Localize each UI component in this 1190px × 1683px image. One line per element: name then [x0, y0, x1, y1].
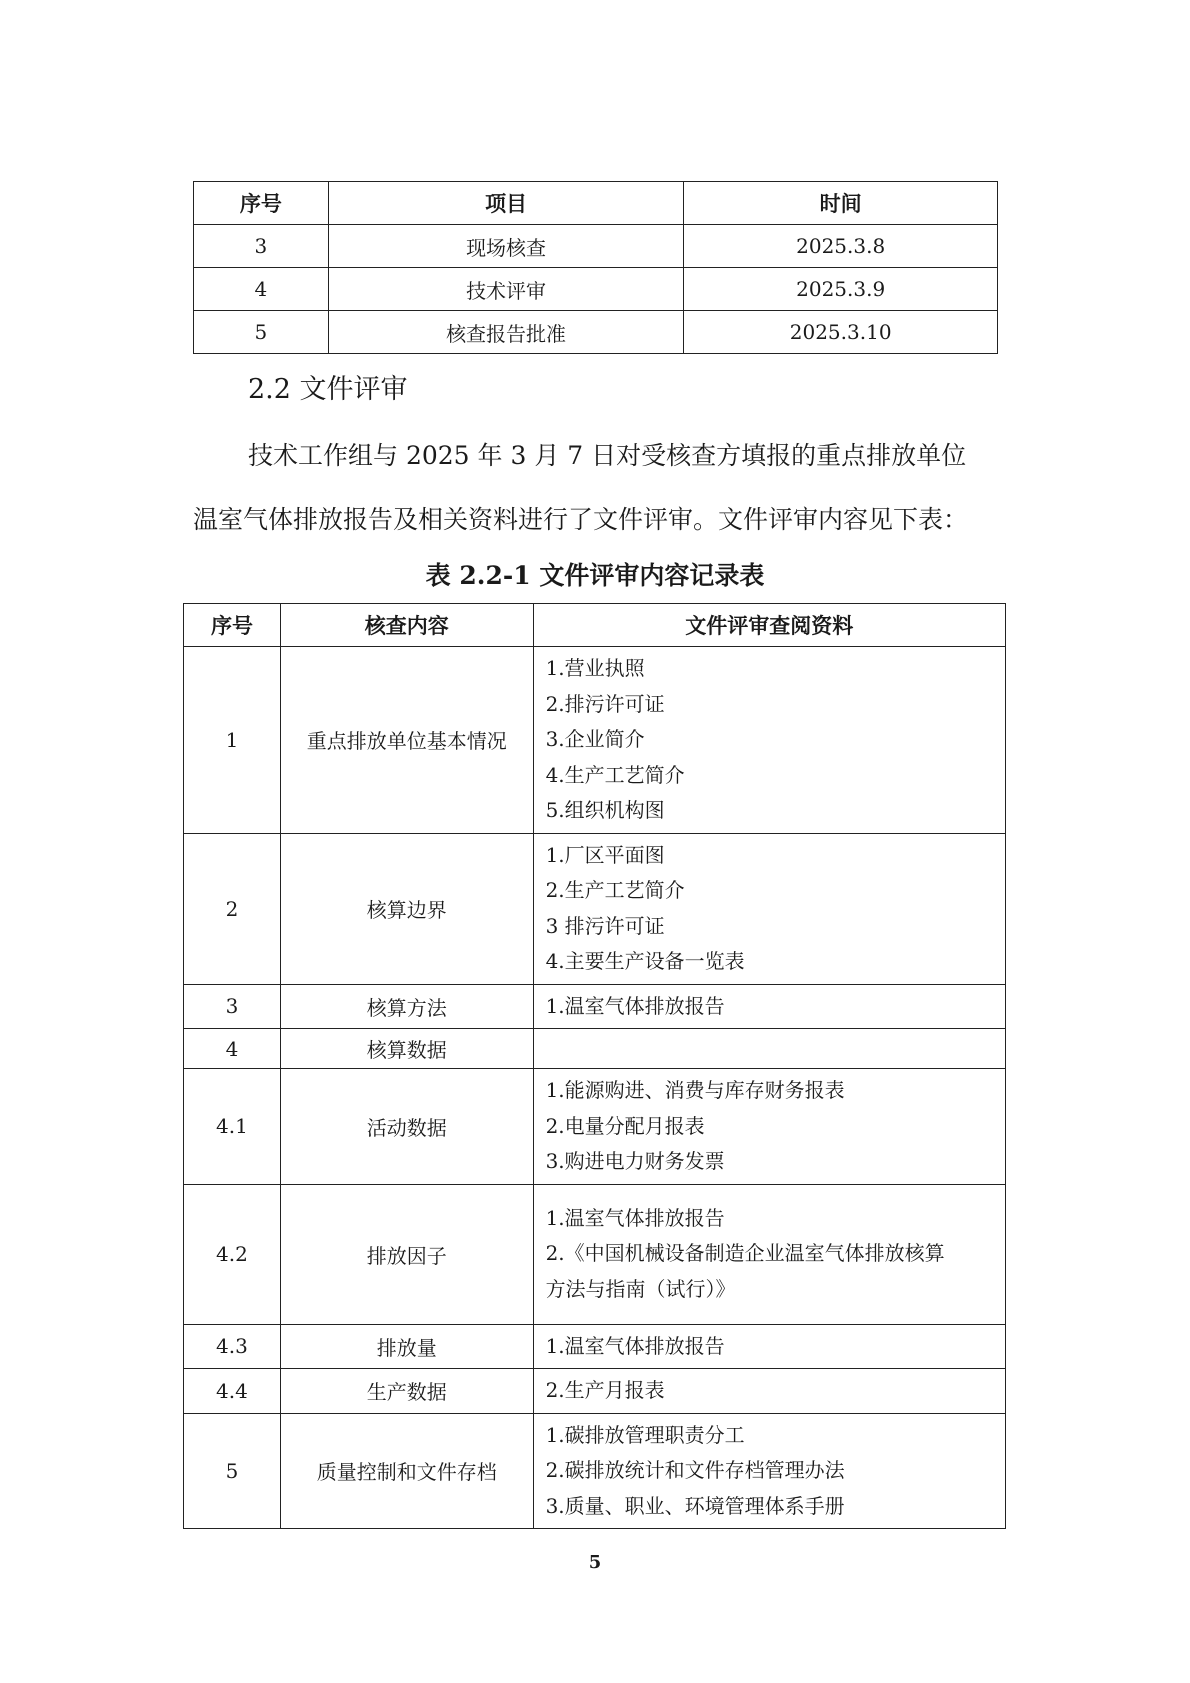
header-cell: 序号 — [184, 604, 281, 647]
row-number: 1 — [184, 647, 281, 834]
row-date: 2025.3.8 — [684, 225, 998, 268]
table-row — [184, 1069, 1006, 1185]
row-documents — [533, 647, 1005, 834]
row-documents — [533, 833, 1005, 984]
row-number: 5 — [194, 311, 329, 354]
document-item: 1.温室气体排放报告 — [545, 1333, 725, 1358]
document-item: 2.生产月报表 — [545, 1378, 665, 1402]
table-row — [184, 1324, 1006, 1369]
table-header-row — [184, 604, 1006, 647]
document-item: 3.购进电力财务发票 — [545, 1149, 725, 1173]
document-item: 方法与指南（试行）》 — [545, 1276, 736, 1301]
page-number: 5 — [588, 1552, 602, 1573]
document-item: 1.碳排放管理职责分工 — [545, 1422, 745, 1447]
document-review-table — [183, 603, 1006, 1529]
document-item: 1.营业执照 — [545, 656, 645, 680]
document-item: 4.主要生产设备一览表 — [545, 949, 745, 973]
header-cell: 核查内容 — [280, 604, 533, 647]
document-item: 2.电量分配月报表 — [545, 1113, 705, 1138]
row-number: 4.3 — [184, 1324, 281, 1369]
table-row — [194, 311, 998, 354]
document-item: 1.能源购进、消费与库存财务报表 — [545, 1078, 845, 1102]
document-item: 3 排污许可证 — [545, 913, 665, 938]
row-date: 2025.3.9 — [684, 268, 998, 311]
table-row — [184, 1029, 1006, 1069]
row-content: 核算数据 — [280, 1029, 533, 1069]
row-content: 排放量 — [280, 1324, 533, 1369]
document-item: 4.生产工艺简介 — [545, 762, 685, 787]
row-date: 2025.3.10 — [684, 311, 998, 354]
row-item: 现场核查 — [328, 225, 683, 268]
row-content: 核算边界 — [280, 833, 533, 984]
document-item: 3.企业简介 — [545, 727, 645, 751]
row-documents — [533, 984, 1005, 1029]
document-item: 2.碳排放统计和文件存档管理办法 — [545, 1458, 845, 1482]
header-cell: 项目 — [328, 182, 683, 225]
row-number: 4 — [194, 268, 329, 311]
header-cell: 序号 — [194, 182, 329, 225]
schedule-table — [193, 181, 998, 354]
row-number: 3 — [184, 984, 281, 1029]
table-caption: 表 2.2-1 文件评审内容记录表 — [425, 561, 765, 590]
table-row — [184, 1184, 1006, 1324]
paragraph-line: 温室气体排放报告及相关资料进行了文件评审。文件评审内容见下表： — [193, 505, 969, 534]
row-content: 质量控制和文件存档 — [280, 1413, 533, 1529]
document-item: 2.生产工艺简介 — [545, 878, 685, 902]
table-row — [194, 225, 998, 268]
table-header-row — [194, 182, 998, 225]
document-item: 2.《中国机械设备制造企业温室气体排放核算 — [545, 1241, 945, 1266]
paragraph-line: 技术工作组与 2025 年 3 月 7 日对受核查方填报的重点排放单位 — [248, 441, 967, 470]
row-content: 活动数据 — [280, 1069, 533, 1185]
table-row — [194, 268, 998, 311]
section-heading: 2.2 文件评审 — [248, 374, 408, 405]
row-documents — [533, 1184, 1005, 1324]
row-content: 生产数据 — [280, 1369, 533, 1414]
row-number: 5 — [184, 1413, 281, 1529]
table-row — [184, 647, 1006, 834]
document-item: 1.温室气体排放报告 — [545, 993, 725, 1018]
row-documents — [533, 1069, 1005, 1185]
document-item: 2.排污许可证 — [545, 691, 665, 716]
row-content: 核算方法 — [280, 984, 533, 1029]
document-item: 5.组织机构图 — [545, 798, 665, 822]
document-item: 1.温室气体排放报告 — [545, 1205, 725, 1230]
review-table-body — [184, 647, 1006, 1529]
row-item: 技术评审 — [328, 268, 683, 311]
row-documents — [533, 1029, 1005, 1069]
row-number: 4.1 — [184, 1069, 281, 1185]
row-documents — [533, 1413, 1005, 1529]
table-row — [184, 1369, 1006, 1414]
table-row — [184, 833, 1006, 984]
table-row — [184, 1413, 1006, 1529]
row-number: 2 — [184, 833, 281, 984]
row-number: 4.4 — [184, 1369, 281, 1414]
document-item: 3.质量、职业、环境管理体系手册 — [545, 1493, 845, 1518]
document-item: 1.厂区平面图 — [545, 842, 665, 867]
row-content: 排放因子 — [280, 1184, 533, 1324]
table-row — [184, 984, 1006, 1029]
row-content: 重点排放单位基本情况 — [280, 647, 533, 834]
row-number: 3 — [194, 225, 329, 268]
row-documents — [533, 1369, 1005, 1414]
row-number: 4 — [184, 1029, 281, 1069]
row-number: 4.2 — [184, 1184, 281, 1324]
row-item: 核查报告批准 — [328, 311, 683, 354]
row-documents — [533, 1324, 1005, 1369]
header-cell: 文件评审查阅资料 — [533, 604, 1005, 647]
header-cell: 时间 — [684, 182, 998, 225]
